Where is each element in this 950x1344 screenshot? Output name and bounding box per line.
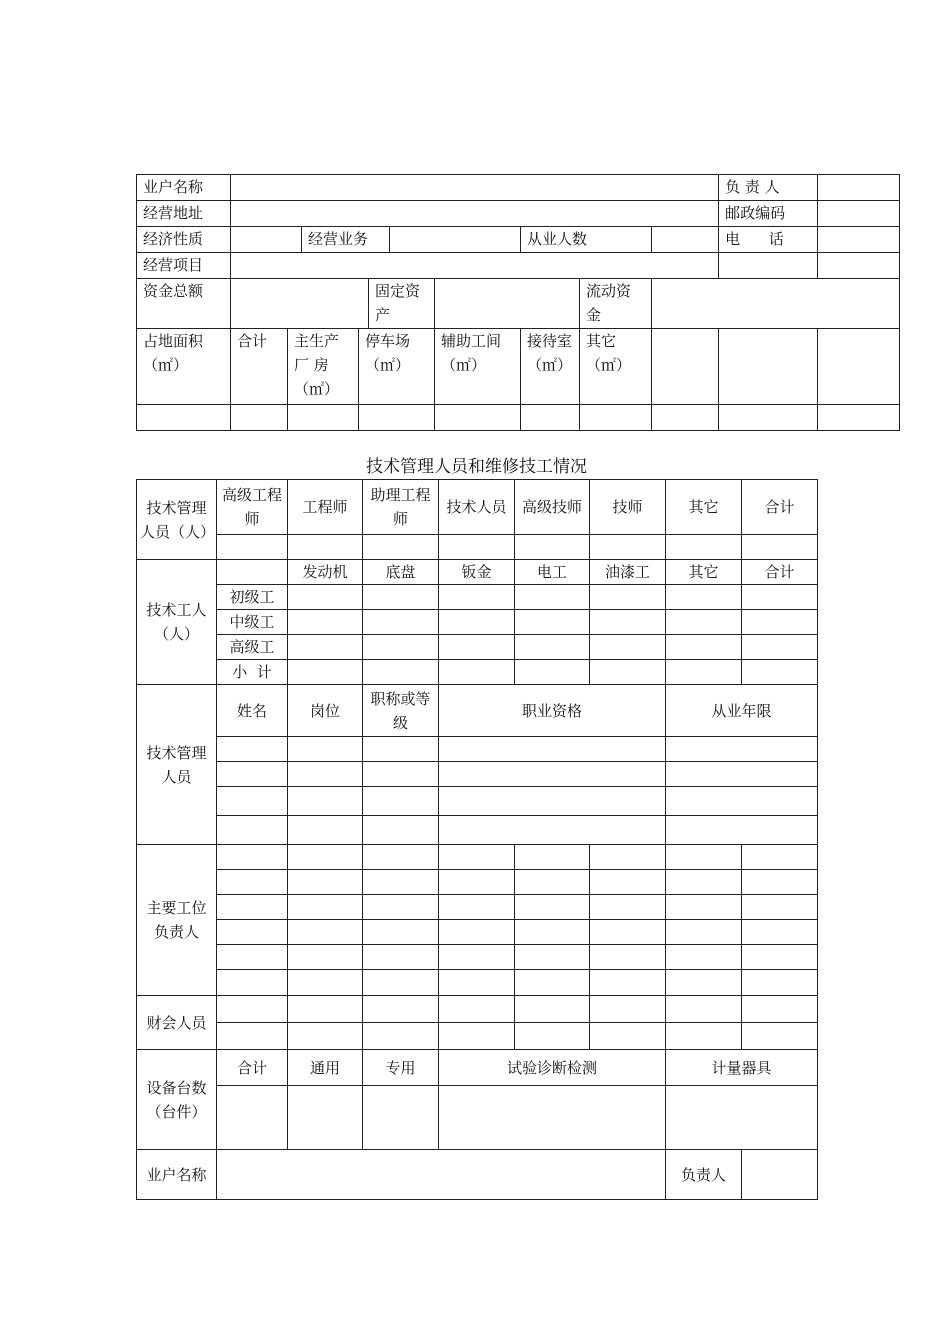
cell[interactable] [590, 635, 666, 660]
parking-label: 停车场（㎡） [359, 329, 435, 405]
cell[interactable] [742, 535, 818, 560]
equipment-label: 设备台数（台件） [137, 1050, 217, 1150]
cell[interactable] [742, 1023, 818, 1050]
cell[interactable] [217, 762, 288, 787]
senior-tech-label: 高级技师 [515, 480, 590, 535]
cell[interactable] [363, 870, 439, 895]
cell[interactable] [439, 845, 515, 870]
cell[interactable] [288, 737, 363, 762]
cell[interactable] [217, 535, 288, 560]
cell[interactable] [217, 870, 288, 895]
cell[interactable] [742, 585, 818, 610]
cell[interactable] [742, 945, 818, 970]
cell[interactable] [217, 970, 288, 996]
finance-label: 财会人员 [137, 996, 217, 1050]
cell[interactable] [363, 585, 439, 610]
area-total-field[interactable] [231, 405, 288, 431]
working-capital-label: 流动资金 [580, 279, 652, 329]
cell[interactable] [288, 635, 363, 660]
testing-label: 试验诊断检测 [439, 1050, 666, 1086]
owner-label: 负 责 人 [719, 175, 818, 201]
cell[interactable] [742, 996, 818, 1023]
area-value-4[interactable] [652, 405, 719, 431]
cell[interactable] [439, 920, 515, 945]
project-extra-1[interactable] [719, 253, 818, 279]
cell[interactable] [439, 1023, 515, 1050]
cell[interactable] [363, 1023, 439, 1050]
working-capital-field[interactable] [652, 279, 900, 329]
area-blank-3 [818, 329, 900, 405]
business-name-field[interactable] [231, 175, 719, 201]
cell[interactable] [515, 945, 590, 970]
cell[interactable] [217, 1086, 288, 1150]
engine-label: 发动机 [288, 560, 363, 585]
cell[interactable] [439, 970, 515, 996]
cell[interactable] [363, 845, 439, 870]
other-staff-label: 其它 [666, 480, 742, 535]
sheet-metal-label: 钣金 [439, 560, 515, 585]
fixed-assets-field[interactable] [435, 279, 580, 329]
cell[interactable] [439, 585, 515, 610]
area-value-blank [137, 405, 231, 431]
postcode-label: 邮政编码 [719, 201, 818, 227]
cell[interactable] [590, 945, 666, 970]
engineer-label: 工程师 [288, 480, 363, 535]
cell[interactable] [288, 845, 363, 870]
aux-room-label: 辅助工间（㎡） [435, 329, 521, 405]
cell[interactable] [590, 970, 666, 996]
cell[interactable] [666, 816, 818, 845]
aux-room-field[interactable] [435, 405, 521, 431]
cell[interactable] [363, 535, 439, 560]
cell[interactable] [666, 1023, 742, 1050]
cell[interactable] [515, 996, 590, 1023]
parking-field[interactable] [359, 405, 435, 431]
cell[interactable] [217, 920, 288, 945]
cell[interactable] [288, 1023, 363, 1050]
tech-master-label: 技师 [590, 480, 666, 535]
station-heads-label: 主要工位负责人 [137, 845, 217, 996]
postcode-field[interactable] [818, 201, 900, 227]
cell[interactable] [515, 1023, 590, 1050]
cell[interactable] [288, 920, 363, 945]
cell[interactable] [439, 737, 666, 762]
workers-other-label: 其它 [666, 560, 742, 585]
mgmt-staff-label: 技术管理人员 [137, 685, 217, 845]
cell[interactable] [590, 660, 666, 685]
other-area-label: 其它（㎡） [580, 329, 652, 405]
cell[interactable] [590, 870, 666, 895]
painter-label: 油漆工 [590, 560, 666, 585]
cell[interactable] [363, 920, 439, 945]
main-plant-label: 主生产厂 房（㎡） [288, 329, 359, 405]
cell[interactable] [288, 787, 363, 816]
cell[interactable] [217, 996, 288, 1023]
cell[interactable] [217, 816, 288, 845]
cell[interactable] [363, 970, 439, 996]
cell[interactable] [666, 660, 742, 685]
business-field[interactable] [390, 227, 521, 253]
cell[interactable] [742, 610, 818, 635]
cell[interactable] [439, 870, 515, 895]
cell[interactable] [515, 635, 590, 660]
cell[interactable] [742, 845, 818, 870]
title-grade-label: 职称或等级 [363, 685, 439, 737]
area-blank-1 [652, 329, 719, 405]
post-label: 岗位 [288, 685, 363, 737]
years-label: 从业年限 [666, 685, 818, 737]
cell[interactable] [288, 870, 363, 895]
phone-field[interactable] [818, 227, 900, 253]
senior-engineer-label: 高级工程师 [217, 480, 288, 535]
funds-total-field[interactable] [231, 279, 369, 329]
cell[interactable] [742, 870, 818, 895]
cell[interactable] [742, 895, 818, 920]
general-label: 通用 [288, 1050, 363, 1086]
cell[interactable] [288, 1086, 363, 1150]
cell[interactable] [288, 762, 363, 787]
middle-label: 中级工 [217, 610, 288, 635]
cell[interactable] [666, 635, 742, 660]
cell[interactable] [363, 737, 439, 762]
bottom-owner-label: 负责人 [666, 1150, 742, 1200]
cell[interactable] [288, 945, 363, 970]
equip-total-label: 合计 [217, 1050, 288, 1086]
cell[interactable] [666, 945, 742, 970]
name-label: 姓名 [217, 685, 288, 737]
area-label: 占地面积（㎡） [137, 329, 231, 405]
cell[interactable] [288, 816, 363, 845]
cell[interactable] [288, 585, 363, 610]
area-total-label: 合计 [231, 329, 288, 405]
cell[interactable] [439, 895, 515, 920]
cell[interactable] [439, 660, 515, 685]
funds-total-label: 资金总额 [137, 279, 231, 329]
cell[interactable] [666, 737, 818, 762]
cell[interactable] [515, 610, 590, 635]
cell[interactable] [439, 610, 515, 635]
cell[interactable] [288, 895, 363, 920]
cell[interactable] [666, 535, 742, 560]
cell [217, 560, 288, 585]
cell[interactable] [363, 610, 439, 635]
reception-field[interactable] [521, 405, 580, 431]
cell[interactable] [666, 1086, 818, 1150]
cell[interactable] [363, 816, 439, 845]
cell[interactable] [742, 970, 818, 996]
biz-name-label: 业户名称 [137, 1150, 217, 1200]
cell[interactable] [439, 996, 515, 1023]
cell[interactable] [666, 762, 818, 787]
cell[interactable] [288, 610, 363, 635]
staff-total-label: 合计 [742, 480, 818, 535]
cell[interactable] [590, 996, 666, 1023]
cell[interactable] [590, 895, 666, 920]
cell[interactable] [288, 970, 363, 996]
cell[interactable] [515, 970, 590, 996]
main-plant-field[interactable] [288, 405, 359, 431]
cell[interactable] [590, 610, 666, 635]
employees-label: 从业人数 [521, 227, 652, 253]
cell[interactable] [515, 870, 590, 895]
chassis-label: 底盘 [363, 560, 439, 585]
cell[interactable] [439, 1086, 666, 1150]
cell[interactable] [515, 535, 590, 560]
area-value-5[interactable] [719, 405, 818, 431]
business-name-label: 业户名称 [137, 175, 231, 201]
cell[interactable] [288, 660, 363, 685]
project-field[interactable] [231, 253, 719, 279]
electrician-label: 电工 [515, 560, 590, 585]
address-field[interactable] [231, 201, 719, 227]
cell[interactable] [217, 895, 288, 920]
cell[interactable] [515, 845, 590, 870]
cell[interactable] [590, 845, 666, 870]
owner-field[interactable] [818, 175, 900, 201]
tech-mgmt-label: 技术管理人员（人） [137, 480, 217, 560]
cell[interactable] [666, 895, 742, 920]
econ-nature-field[interactable] [231, 227, 302, 253]
cell[interactable] [742, 920, 818, 945]
area-value-6[interactable] [818, 405, 900, 431]
reception-label: 接待室（㎡） [521, 329, 580, 405]
cell[interactable] [590, 920, 666, 945]
project-extra-2[interactable] [818, 253, 900, 279]
cell[interactable] [217, 945, 288, 970]
cell[interactable] [742, 635, 818, 660]
cell[interactable] [666, 970, 742, 996]
qualification-label: 职业资格 [439, 685, 666, 737]
cell[interactable] [515, 585, 590, 610]
cell[interactable] [363, 945, 439, 970]
cell[interactable] [666, 920, 742, 945]
cell[interactable] [439, 762, 666, 787]
section-title: 技术管理人员和维修技工情况 [366, 457, 587, 477]
cell[interactable] [666, 610, 742, 635]
cell[interactable] [439, 816, 666, 845]
cell[interactable] [439, 535, 515, 560]
cell[interactable] [666, 845, 742, 870]
workers-total-label: 合计 [742, 560, 818, 585]
cell[interactable] [515, 895, 590, 920]
technician-label: 技术人员 [439, 480, 515, 535]
project-label: 经营项目 [137, 253, 231, 279]
cell[interactable] [439, 945, 515, 970]
cell[interactable] [666, 787, 818, 816]
biz-name-field[interactable] [217, 1150, 666, 1200]
workers-label: 技术工人（人） [137, 560, 217, 685]
staff-table [136, 479, 818, 1200]
employees-field[interactable] [652, 227, 719, 253]
metering-label: 计量器具 [666, 1050, 818, 1086]
special-label: 专用 [363, 1050, 439, 1086]
cell[interactable] [363, 660, 439, 685]
cell[interactable] [288, 535, 363, 560]
cell[interactable] [742, 660, 818, 685]
bottom-owner-field[interactable] [742, 1150, 818, 1200]
cell[interactable] [363, 996, 439, 1023]
cell[interactable] [439, 787, 666, 816]
cell[interactable] [217, 1023, 288, 1050]
econ-nature-label: 经济性质 [137, 227, 231, 253]
cell[interactable] [363, 787, 439, 816]
area-blank-2 [719, 329, 818, 405]
address-label: 经营地址 [137, 201, 231, 227]
cell[interactable] [590, 535, 666, 560]
business-label: 经营业务 [302, 227, 390, 253]
cell[interactable] [666, 585, 742, 610]
cell[interactable] [590, 585, 666, 610]
other-area-field[interactable] [580, 405, 652, 431]
cell[interactable] [363, 762, 439, 787]
business-info-table [136, 174, 900, 431]
asst-engineer-label: 助理工程师 [363, 480, 439, 535]
cell[interactable] [515, 660, 590, 685]
cell[interactable] [363, 1086, 439, 1150]
senior-label: 高级工 [217, 635, 288, 660]
fixed-assets-label: 固定资产 [369, 279, 435, 329]
cell[interactable] [288, 996, 363, 1023]
subtotal-label: 小 计 [217, 660, 288, 685]
cell[interactable] [217, 737, 288, 762]
cell[interactable] [666, 870, 742, 895]
cell[interactable] [515, 920, 590, 945]
cell[interactable] [217, 787, 288, 816]
cell[interactable] [439, 635, 515, 660]
cell[interactable] [666, 996, 742, 1023]
phone-label: 电 话 [719, 227, 818, 253]
cell[interactable] [363, 895, 439, 920]
cell[interactable] [363, 635, 439, 660]
cell[interactable] [217, 845, 288, 870]
junior-label: 初级工 [217, 585, 288, 610]
cell[interactable] [590, 1023, 666, 1050]
